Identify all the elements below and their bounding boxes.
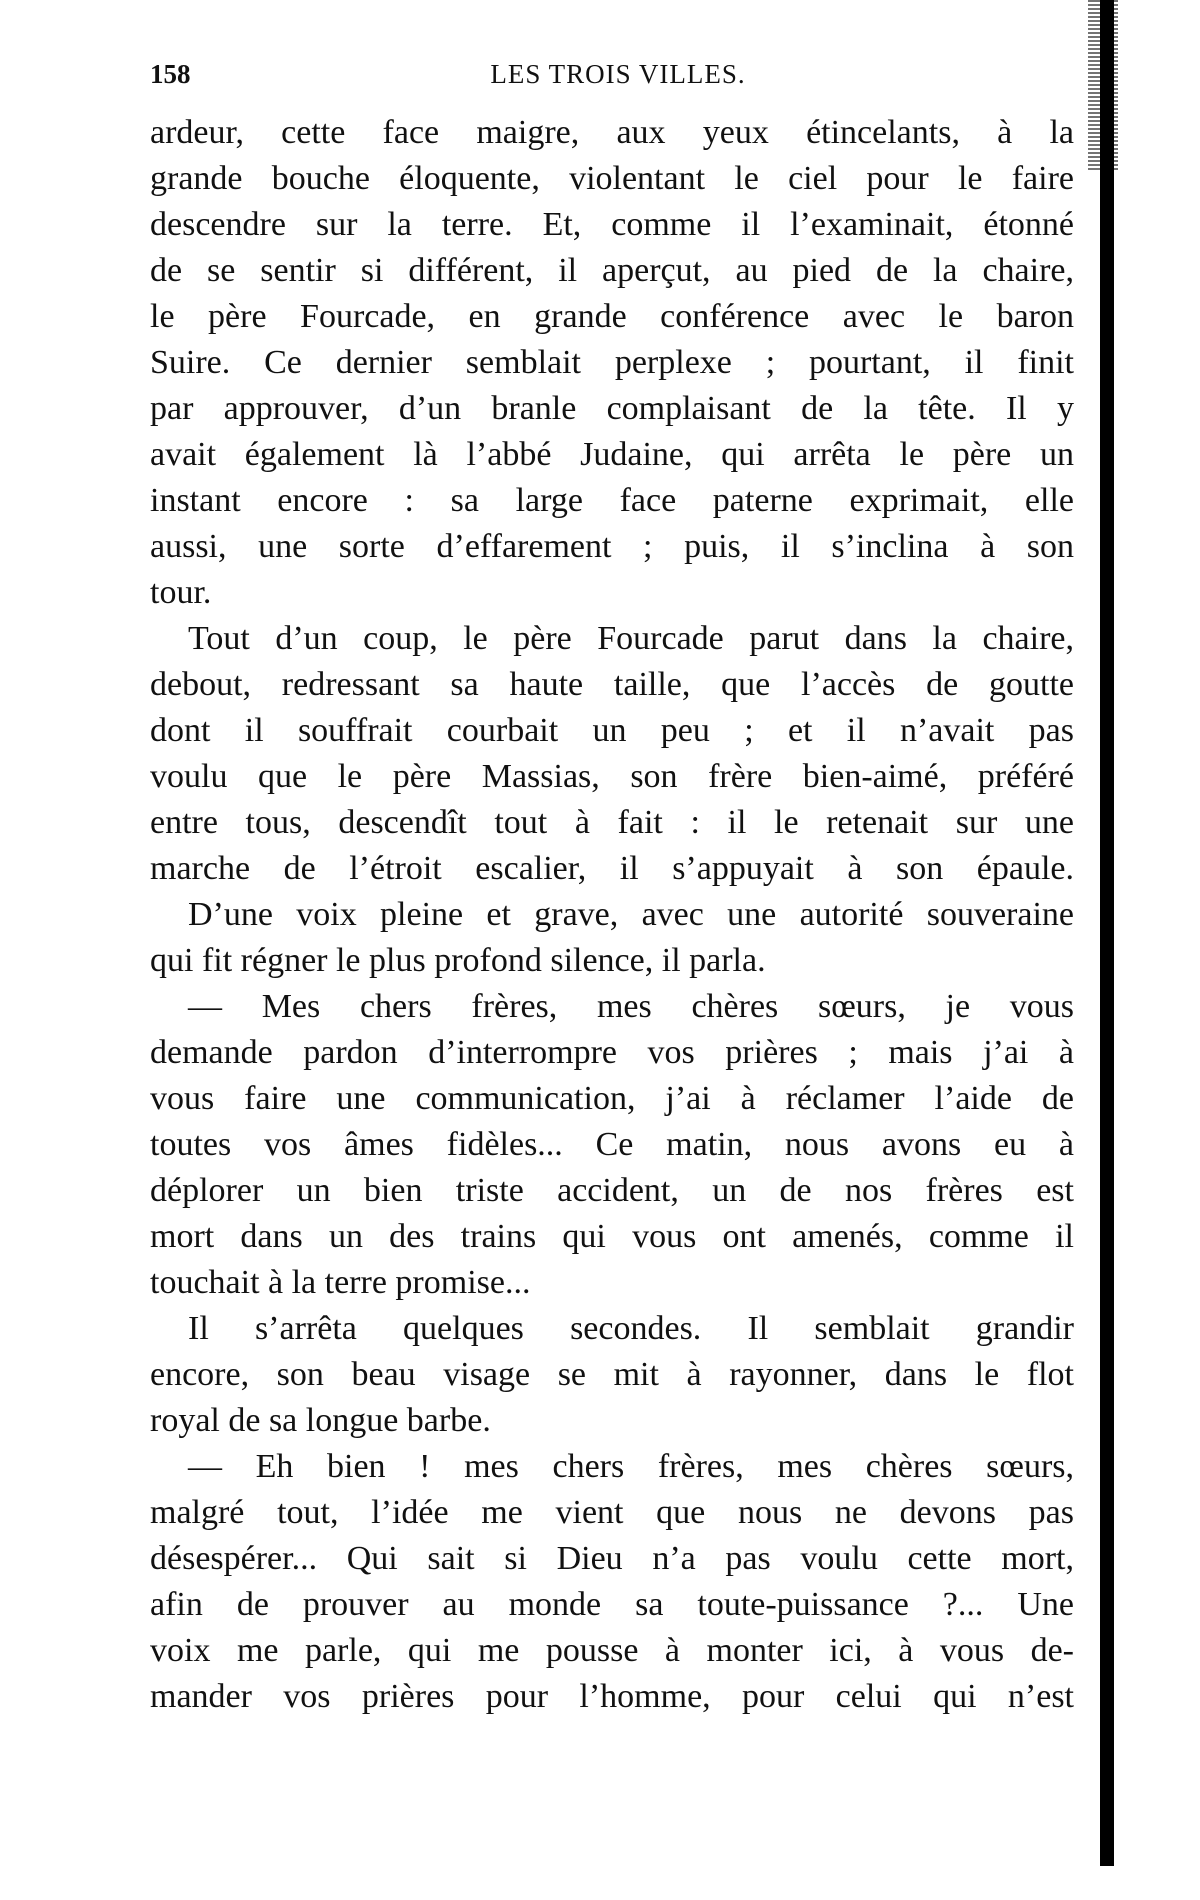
text-line: dont il souffrait courbait un peu ; et il n’avait pas bbox=[150, 712, 1074, 749]
text-line: descendre sur la terre. Et, comme il l’examinait, étonné bbox=[150, 206, 1074, 243]
text-line: — Mes chers frères, mes chères sœurs, je vous bbox=[188, 988, 1074, 1025]
text-line: afin de prouver au monde sa toute-puissance ?... Une bbox=[150, 1586, 1074, 1623]
text-line: déplorer un bien triste accident, un de nos frères est bbox=[150, 1172, 1074, 1209]
text-line: désespérer... Qui sait si Dieu n’a pas voulu cette mort, bbox=[150, 1540, 1074, 1577]
running-header bbox=[150, 54, 1074, 94]
text-line: mort dans un des trains qui vous ont amenés, comme il bbox=[150, 1218, 1074, 1255]
text-line: ardeur, cette face maigre, aux yeux étincelants, à la bbox=[150, 114, 1074, 151]
text-line: Il s’arrêta quelques secondes. Il semblait grandir bbox=[188, 1310, 1074, 1347]
text-line: Suire. Ce dernier semblait perplexe ; pourtant, il finit bbox=[150, 344, 1074, 381]
text-line: le père Fourcade, en grande conférence avec le baron bbox=[150, 298, 1074, 335]
text-line: instant encore : sa large face paterne exprimait, elle bbox=[150, 482, 1074, 519]
text-line: tour. bbox=[150, 574, 212, 611]
text-line: touchait à la terre promise... bbox=[150, 1264, 531, 1301]
text-line: demande pardon d’interrompre vos prières ; mais j’ai à bbox=[150, 1034, 1074, 1071]
text-line: debout, redressant sa haute taille, que l’accès de goutte bbox=[150, 666, 1074, 703]
text-line: D’une voix pleine et grave, avec une autorité souveraine bbox=[188, 896, 1074, 933]
page-number: 158 bbox=[150, 59, 191, 89]
text-line: mander vos prières pour l’homme, pour celui qui n’est bbox=[150, 1678, 1074, 1715]
text-line: — Eh bien ! mes chers frères, mes chères sœurs, bbox=[188, 1448, 1074, 1485]
text-line: marche de l’étroit escalier, il s’appuyait à son épaule. bbox=[150, 850, 1074, 887]
running-title: LES TROIS VILLES. bbox=[490, 59, 746, 89]
text-line: de se sentir si différent, il aperçut, au pied de la chaire, bbox=[150, 252, 1074, 289]
page-edge-shadow bbox=[1100, 0, 1114, 1866]
text-line: voulu que le père Massias, son frère bien-aimé, préféré bbox=[150, 758, 1074, 795]
page-body-text bbox=[150, 110, 1074, 1720]
text-line: entre tous, descendît tout à fait : il le retenait sur une bbox=[150, 804, 1074, 841]
text-line: Tout d’un coup, le père Fourcade parut dans la chaire, bbox=[188, 620, 1074, 657]
text-line: grande bouche éloquente, violentant le ciel pour le faire bbox=[150, 160, 1074, 197]
text-line: toutes vos âmes fidèles... Ce matin, nous avons eu à bbox=[150, 1126, 1074, 1163]
text-line: encore, son beau visage se mit à rayonner, dans le flot bbox=[150, 1356, 1074, 1393]
text-line: aussi, une sorte d’effarement ; puis, il s’inclina à son bbox=[150, 528, 1074, 565]
text-line: malgré tout, l’idée me vient que nous ne devons pas bbox=[150, 1494, 1074, 1531]
text-line: avait également là l’abbé Judaine, qui arrêta le père un bbox=[150, 436, 1074, 473]
text-line: royal de sa longue barbe. bbox=[150, 1402, 491, 1439]
text-line: par approuver, d’un branle complaisant de la tête. Il y bbox=[150, 390, 1074, 427]
text-line: vous faire une communication, j’ai à réclamer l’aide de bbox=[150, 1080, 1074, 1117]
text-line: voix me parle, qui me pousse à monter ici, à vous de- bbox=[150, 1632, 1074, 1669]
text-line: qui fit régner le plus profond silence, il parla. bbox=[150, 942, 766, 979]
